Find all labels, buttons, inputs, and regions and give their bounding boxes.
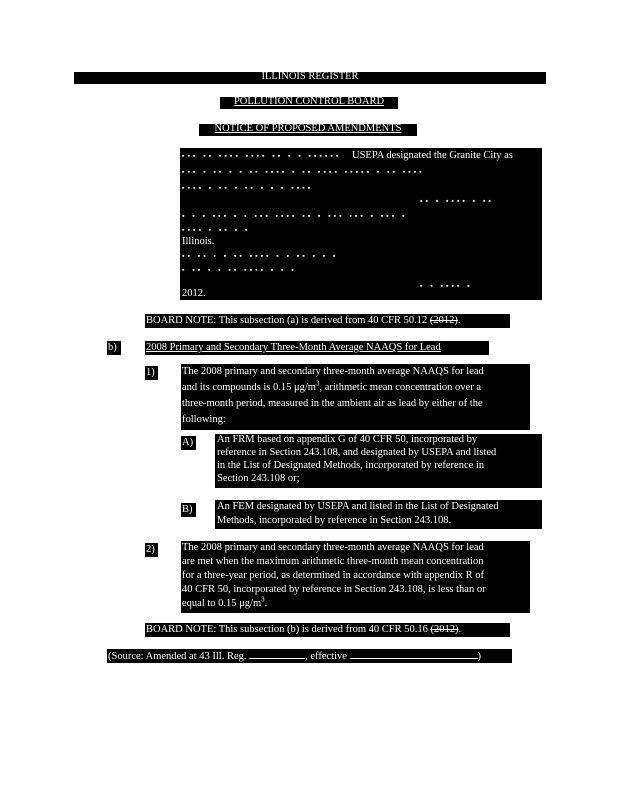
board-note-a: [146, 313, 461, 329]
item-2-line-1: The 2008 primary and secondary three-month average NAAQS for lead: [182, 542, 484, 553]
item-2-label: 2): [146, 544, 155, 555]
source-suffix: ): [477, 651, 482, 662]
item-b-label: B): [182, 504, 193, 515]
item-2-last-sup: 3: [261, 595, 265, 604]
item-b-line-2: Methods, incorporated by reference in Section 243.108.: [217, 515, 452, 526]
section-b-label: b): [108, 342, 117, 353]
item-1-line-2-pre: and its compounds is 0.15 μg/m: [182, 382, 316, 393]
item-1-line-3: three-month period, measured in the ambient air as lead by either of the: [182, 398, 483, 409]
note-b-struck: (2012): [430, 624, 459, 635]
section-b-heading: 2008 Primary and Secondary Three-Month Average NAAQS for Lead: [146, 342, 441, 353]
item-1-line-2: [182, 380, 481, 396]
illegible-line-1: ▪▪▪ ▪▪ ▪▪▪▪ ▪▪▪▪ ▪▪ ▪ ▪ ▪▪▪▪▪▪: [182, 152, 342, 160]
illegible-line-5: ▪ ▪ ▪ ▪▪▪ ▪ ▪ ▪▪▪ ▪▪▪▪ ▪▪ ▪ ▪▪▪ ▪▪▪ ▪ ▪▪▪ ▪: [182, 212, 408, 220]
item-a-line-3: in the List of Designated Methods, incorporated by reference in: [217, 460, 485, 471]
item-2-last-pre: equal to 0.15 μg/m: [182, 598, 262, 609]
item-2-last-post: .: [264, 598, 268, 609]
notice-title: NOTICE OF PROPOSED AMENDMENTS: [214, 123, 402, 134]
part-a-illinois: Illinois.: [182, 236, 215, 247]
item-1-line-1: The 2008 primary and secondary three-month average NAAQS for lead: [182, 366, 484, 377]
illegible-line-3: ▪▪▪▪ ▪ ▪▪ ▪ ▪▪ ▪ ▪ ▪ ▪▪▪▪: [182, 184, 314, 192]
note-a-struck: (2012): [429, 315, 458, 326]
note-b-prefix: BOARD NOTE: This subsection (b) is derived from 40 CFR 50.16: [146, 624, 431, 635]
source-middle: , effective: [305, 651, 350, 662]
item-a-line-4: Section 243.108 or;: [217, 473, 300, 484]
source-line: [108, 648, 481, 665]
item-2-line-4: 40 CFR 50, incorporated by reference in Section 243.108, is less than or: [182, 584, 486, 595]
source-prefix: (Source: Amended at 43 Ill. Reg.: [108, 651, 250, 662]
part-a-lead-in: USEPA designated the Granite City as: [352, 150, 513, 161]
illegible-line-6: ▪▪▪▪ ▪ ▪▪ ▪ ▪: [182, 226, 251, 234]
note-a-suffix: .: [457, 315, 461, 326]
register-title: ILLINOIS REGISTER: [261, 71, 359, 82]
illegible-line-4: ▪▪ ▪ ▪▪▪▪ ▪ ▪▪: [420, 197, 494, 205]
item-b-line-1: An FEM designated by USEPA and listed in the List of Designated: [217, 501, 499, 512]
illegible-line-7: ▪▪ ▪▪ ▪ ▪ ▪▪ ▪▪▪▪ ▪ ▪ ▪▪ ▪ ▪ ▪: [182, 252, 339, 260]
item-1-line-2-sup: 3: [315, 379, 320, 388]
item-1-line-4: following:: [182, 414, 226, 425]
part-a-year: 2012.: [182, 288, 206, 299]
item-1-label: 1): [146, 367, 155, 378]
item-2-line-2: are met when the maximum arithmetic three-month mean concentration: [182, 556, 484, 567]
item-2-line-3: for a three-year period, as determined in accordance with appendix R of: [182, 570, 485, 581]
note-b-suffix: .: [458, 624, 462, 635]
board-title: POLLUTION CONTROL BOARD: [233, 96, 385, 107]
source-blank-1: [249, 648, 305, 659]
item-a-line-2: reference in Section 243.108, and designated by USEPA and listed: [217, 447, 497, 458]
item-a-label: A): [182, 437, 194, 448]
item-2-line-5: [182, 596, 267, 612]
item-1-line-2-post: , arithmetic mean concentration over a: [319, 382, 481, 393]
illegible-line-9: ▪ ▪ ▪▪▪▪ ▪: [420, 282, 473, 290]
illegible-line-8: ▪ ▪▪ ▪ ▪ ▪▪ ▪▪▪▪ ▪ ▪ ▪: [182, 266, 297, 274]
note-a-prefix: BOARD NOTE: This subsection (a) is derived from 40 CFR 50.12: [146, 315, 430, 326]
item-a-line-1: An FRM based on appendix G of 40 CFR 50, incorporated by: [217, 434, 478, 445]
source-blank-2: [350, 648, 478, 659]
board-note-b: [146, 622, 461, 638]
illegible-line-2: ▪▪▪ ▪ ▪▪ ▪ ▪ ▪▪ ▪▪▪▪ ▪ ▪▪ ▪▪▪▪ ▪▪▪▪▪ ▪ ▪▪ ▪▪▪▪: [182, 168, 425, 176]
